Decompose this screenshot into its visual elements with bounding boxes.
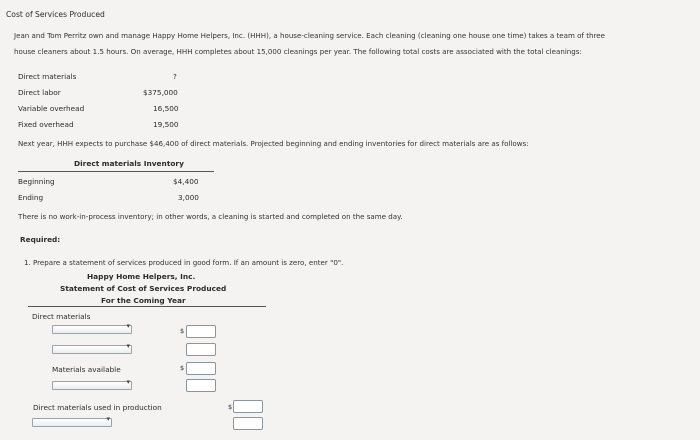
dm-line-1-amount-input[interactable] xyxy=(186,325,216,338)
dm-line-2-amount-input[interactable] xyxy=(186,343,216,356)
cost-label-variable-overhead: Variable overhead xyxy=(18,104,85,113)
materials-available-amount-input[interactable] xyxy=(186,362,216,375)
cost-value-direct-materials: ? xyxy=(173,72,177,81)
page-title: Cost of Services Produced xyxy=(6,10,105,19)
cost-label-fixed-overhead: Fixed overhead xyxy=(18,120,74,129)
inventory-heading: Direct materials Inventory xyxy=(74,159,184,168)
next-line-amount-input[interactable] xyxy=(233,417,263,430)
inventory-label-beginning: Beginning xyxy=(18,177,55,186)
statement-header-rule xyxy=(28,306,266,307)
cost-label-direct-labor: Direct labor xyxy=(18,88,61,97)
dm-line-1-dropdown[interactable] xyxy=(52,325,132,334)
dm-line-2-dropdown[interactable] xyxy=(52,345,132,354)
inventory-label-ending: Ending xyxy=(18,193,44,202)
cost-label-direct-materials: Direct materials xyxy=(18,72,77,81)
inventory-value-ending: 3,000 xyxy=(178,193,199,202)
dm-line-4-dropdown[interactable] xyxy=(52,381,132,390)
intro-line-2: house cleaners about 1.5 hours. On average, HHH completes about 15,000 cleanings per year. The following total costs are associated with the total cleanings: xyxy=(14,47,582,56)
statement-company: Happy Home Helpers, Inc. xyxy=(87,272,196,281)
dm-used-dollar: $ xyxy=(228,403,233,411)
statement-name: Statement of Cost of Services Produced xyxy=(60,284,227,293)
dm-used-label: Direct materials used in production xyxy=(33,403,162,412)
direct-materials-label: Direct materials xyxy=(32,312,91,321)
intro-line-1: Jean and Tom Perritz own and manage Happy Home Helpers, Inc. (HHH), a house-cleaning service. Each cleaning (cleaning one house one time) takes a team of three xyxy=(14,31,606,40)
materials-available-label: Materials available xyxy=(52,365,121,374)
inventory-heading-rule xyxy=(18,171,214,172)
materials-available-dollar: $ xyxy=(180,364,185,372)
cost-value-variable-overhead: 16,500 xyxy=(153,104,179,113)
dm-line-4-amount-input[interactable] xyxy=(186,379,216,392)
required-label: Required: xyxy=(20,235,61,244)
next-year-text: Next year, HHH expects to purchase $46,400 of direct materials. Projected beginning and ending inventories for direct materials are as follows: xyxy=(18,139,529,148)
dm-used-amount-input[interactable] xyxy=(233,400,263,413)
question-text: 1. Prepare a statement of services produced in good form. If an amount is zero, enter "0". xyxy=(24,258,344,267)
next-line-dropdown[interactable] xyxy=(32,418,112,427)
cost-value-fixed-overhead: 19,500 xyxy=(153,120,179,129)
inventory-value-beginning: $4,400 xyxy=(173,177,199,186)
cost-value-direct-labor: $375,000 xyxy=(143,88,178,97)
dm-line-1-dollar: $ xyxy=(180,327,185,335)
statement-period: For the Coming Year xyxy=(101,296,186,305)
wip-note: There is no work-in-process inventory; in other words, a cleaning is started and completed on the same day. xyxy=(18,212,403,221)
